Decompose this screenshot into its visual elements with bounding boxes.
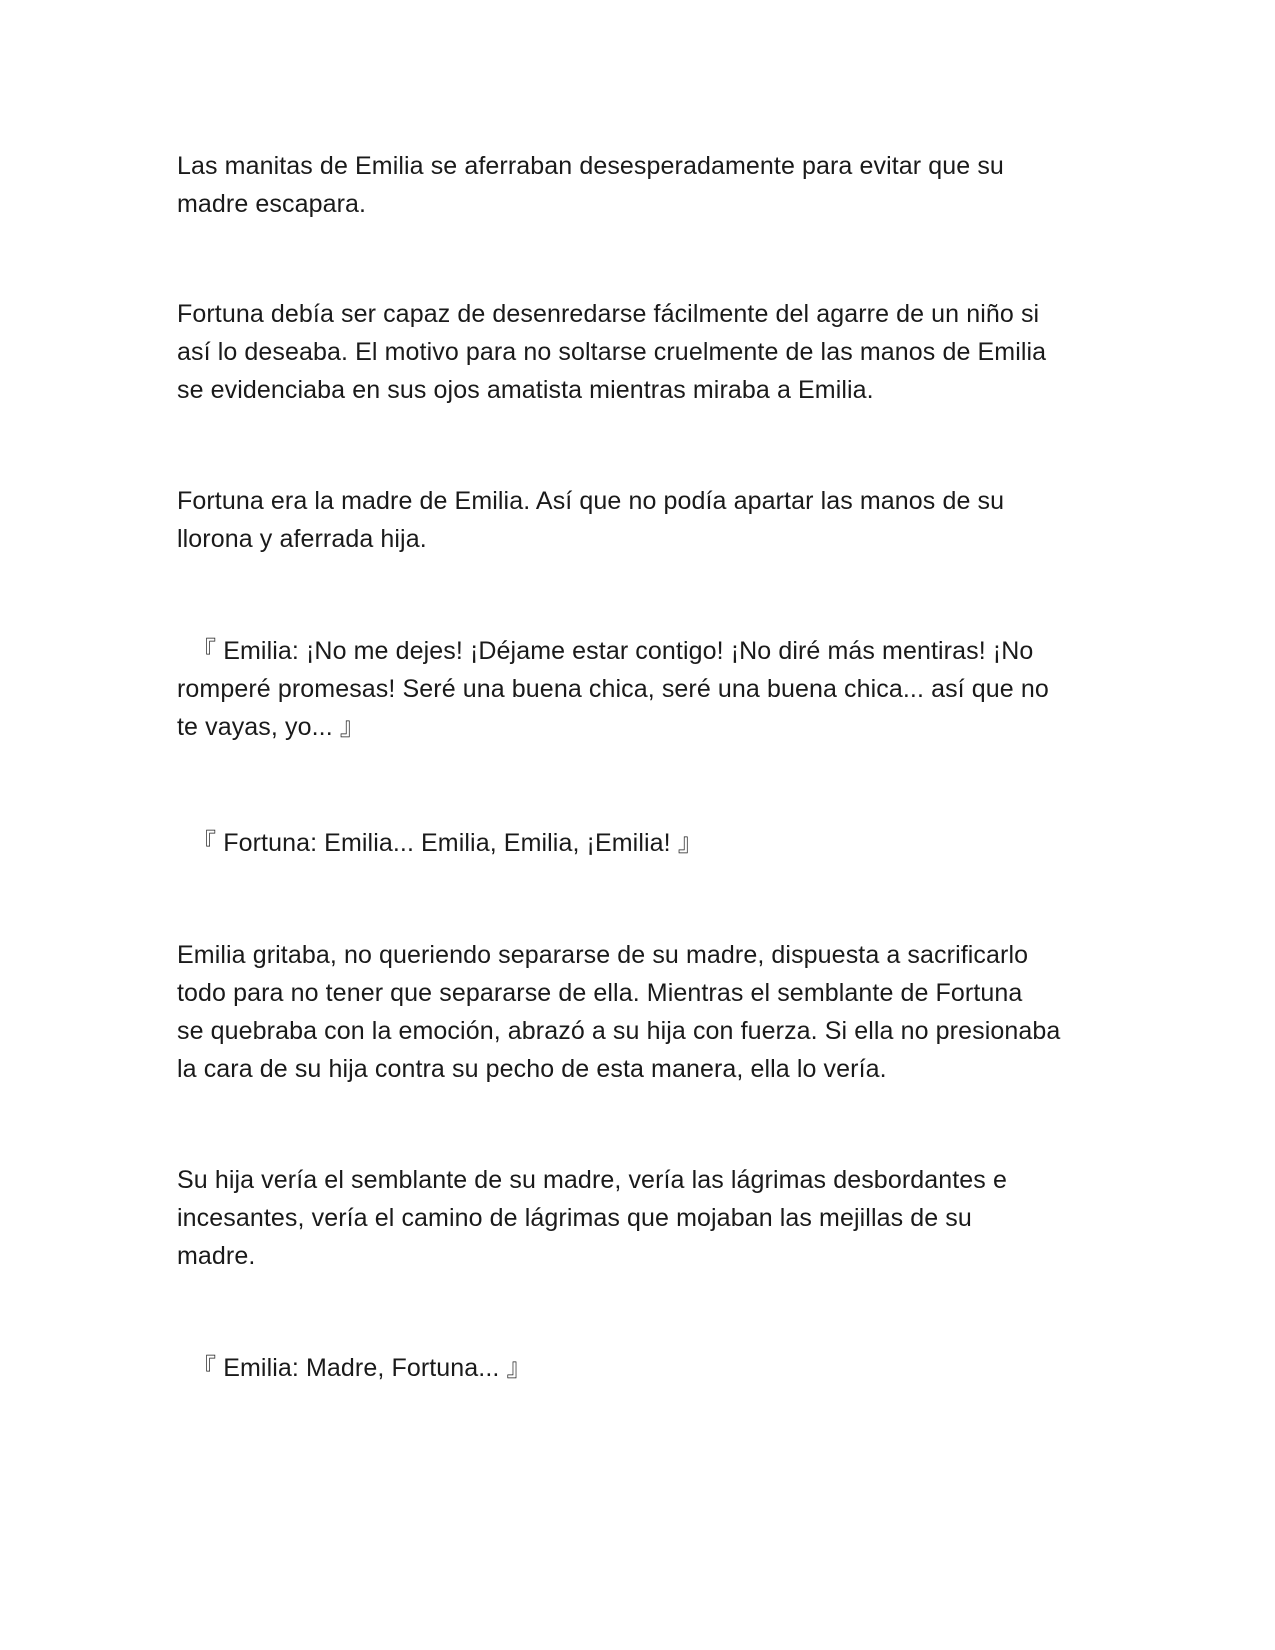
paragraph-dialogue-emilia: 『 Emilia: Madre, Fortuna... 』	[177, 1354, 532, 1382]
paragraph-narration: Emilia gritaba, no queriendo separarse de su madre, dispuesta a sacrificarlo todo para no tener que separarse de ella. Mientras el semblante de Fortuna se quebraba con la emoción, abrazó a su hija con fuerza. Si ella no presionaba la cara de su hija contra su pecho de esta manera, ella lo vería.	[177, 941, 1061, 1083]
paragraph-narration: Fortuna debía ser capaz de desenredarse fácilmente del agarre de un niño si así lo deseaba. El motivo para no soltarse cruelmente de las manos de Emilia se evidenciaba en sus ojos amatista mientras miraba a Emilia.	[177, 300, 1047, 404]
paragraph-dialogue-emilia: 『 Emilia: ¡No me dejes! ¡Déjame estar contigo! ¡No diré más mentiras! ¡No romperé promesas! Seré una buena chica, seré una buena chica... así que no te vayas, yo... 』	[177, 637, 1049, 741]
paragraph-narration: Las manitas de Emilia se aferraban desesperadamente para evitar que su madre escapara.	[177, 152, 1004, 218]
paragraph-narration: Su hija vería el semblante de su madre, vería las lágrimas desbordantes e incesantes, vería el camino de lágrimas que mojaban las mejillas de su madre.	[177, 1166, 1007, 1270]
paragraph-narration: Fortuna era la madre de Emilia. Así que no podía apartar las manos de su llorona y aferrada hija.	[177, 487, 1005, 553]
paragraph-dialogue-fortuna: 『 Fortuna: Emilia... Emilia, Emilia, ¡Emilia! 』	[177, 829, 703, 857]
